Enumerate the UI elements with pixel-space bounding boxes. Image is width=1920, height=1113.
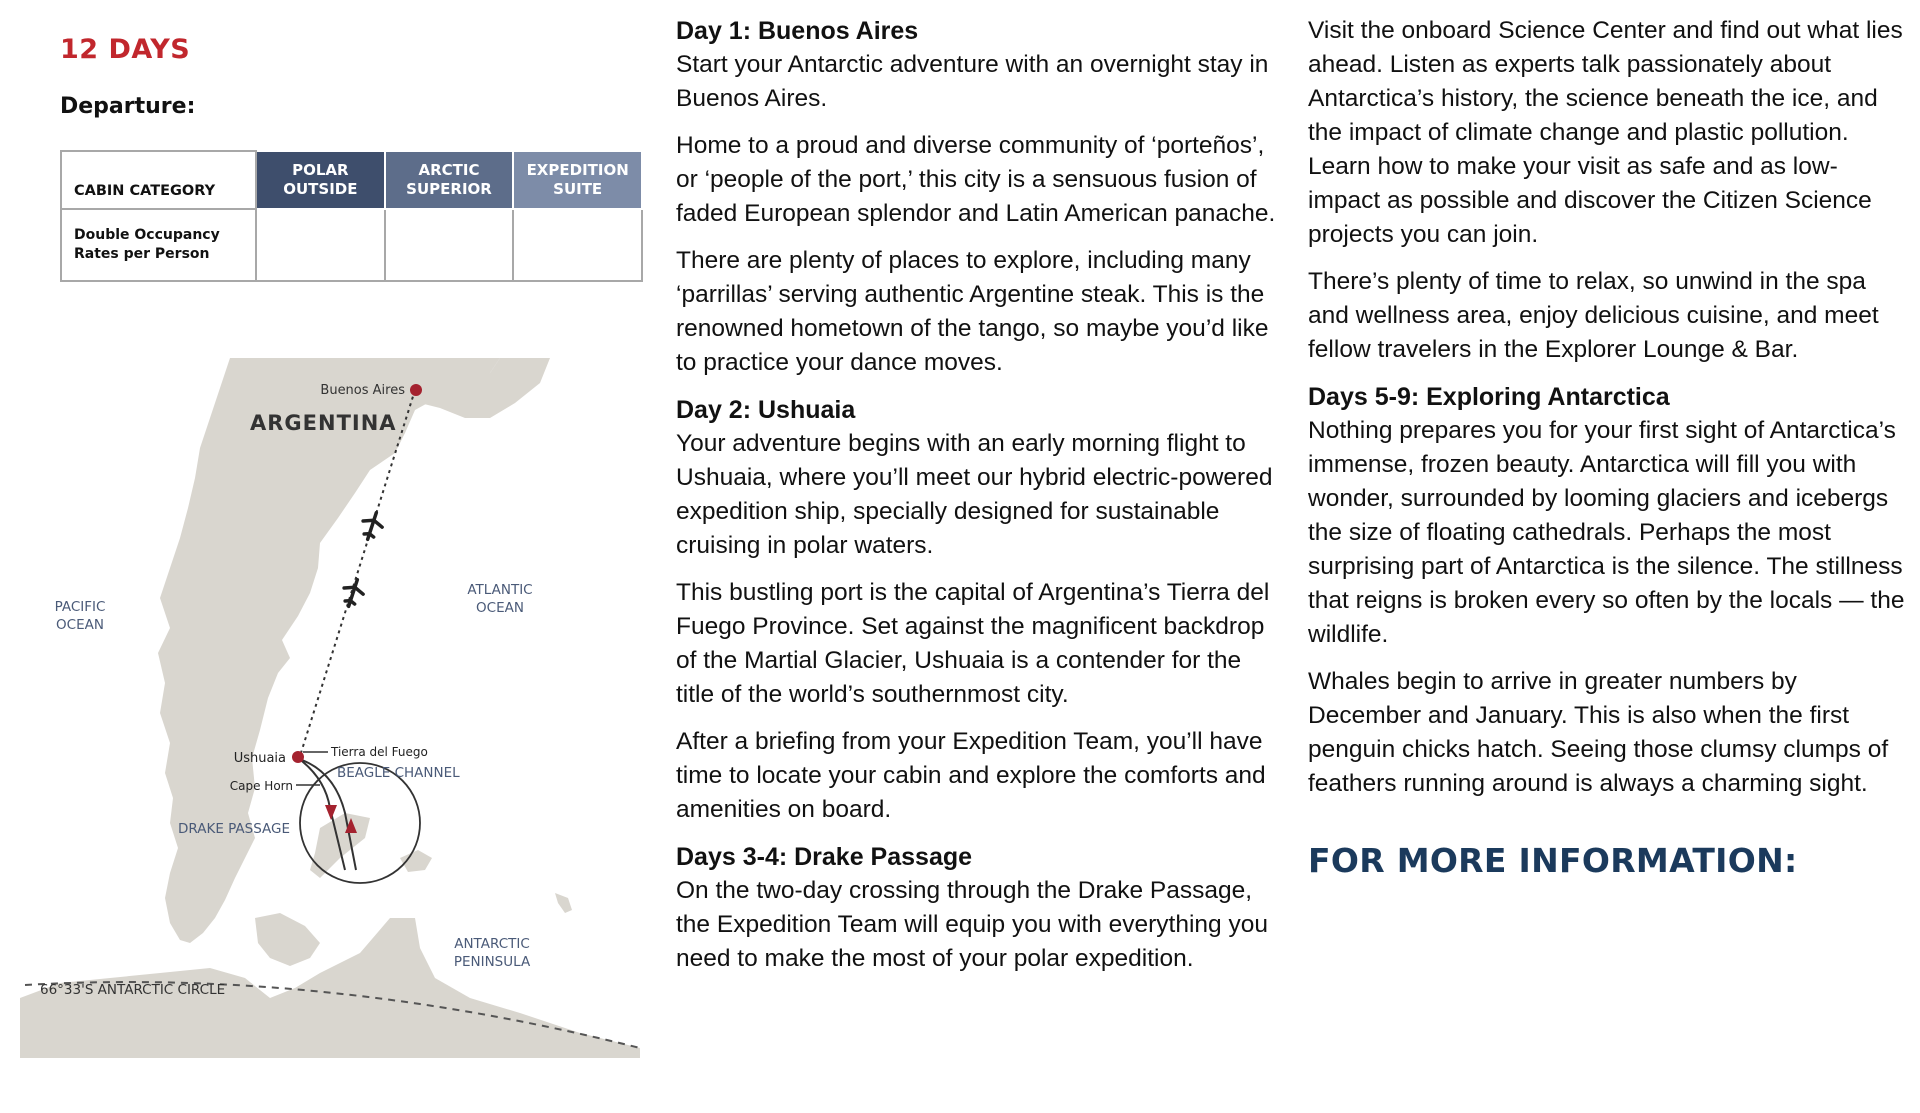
- day2-paragraph: Your adventure begins with an early morning flight to Ushuaia, where you’ll meet our hybrid electric-powered expedition ship, specially designed for sustainable cruising in polar waters.: [676, 430, 1273, 559]
- more-information-heading: FOR MORE INFORMATION:: [1308, 841, 1798, 880]
- rates-header-row: [61, 151, 642, 209]
- atlantic-label-line1: ATLANTIC: [467, 582, 533, 598]
- itinerary-column-right: [1308, 14, 1908, 880]
- atlantic-label-line2: OCEAN: [476, 600, 524, 616]
- days59-paragraph: Nothing prepares you for your first sight of Antarctica’s immense, frozen beauty. Antarctica will fill you with wonder, surrounded by looming glaciers and icebergs the size of floating cathedrals. Perhaps the most surprising part of Antarctica is the silence. The stillness that reigns is broken every so often by the locals — the wildlife.: [1308, 417, 1905, 648]
- rate-cell-polar-outside: [256, 209, 385, 281]
- days34-paragraph: There’s plenty of time to relax, so unwind in the spa and wellness area, enjoy delicious cuisine, and meet fellow travelers in the Explorer Lounge & Bar.: [1308, 268, 1879, 363]
- beagle-channel-label: BEAGLE CHANNEL: [337, 765, 460, 781]
- antarctic-peninsula-label-line2: PENINSULA: [453, 954, 531, 970]
- trip-duration: 12 DAYS: [60, 34, 191, 65]
- days34-heading: Days 3-4: Drake Passage: [676, 843, 973, 871]
- days34-paragraph: On the two-day crossing through the Drake Passage, the Expedition Team will equip you with everything you need to make the most of your polar expedition.: [676, 877, 1268, 972]
- route-map: [20, 358, 640, 1058]
- plane-icon: [358, 510, 386, 543]
- tierra-del-fuego-label: Tierra del Fuego: [331, 745, 428, 759]
- day1-paragraph: There are plenty of places to explore, including many ‘parrillas’ serving authentic Argentine steak. This is the renowned hometown of the tango, so maybe you’d like to practice your dance moves.: [676, 247, 1269, 376]
- rate-cell-arctic-superior: [385, 209, 514, 281]
- day2-heading: Day 2: Ushuaia: [676, 396, 856, 424]
- buenos-aires-label: Buenos Aires: [320, 383, 405, 398]
- departure-label: Departure:: [60, 94, 196, 119]
- itinerary-column-left: [676, 14, 1276, 989]
- drake-passage-label: DRAKE PASSAGE: [178, 821, 291, 837]
- day1-heading: Day 1: Buenos Aires: [676, 17, 919, 45]
- rates-table: [60, 150, 643, 282]
- tierra-del-fuego-land: [255, 913, 320, 966]
- ushuaia-marker: [292, 751, 304, 763]
- pacific-label-line2: OCEAN: [56, 617, 104, 633]
- day2-paragraph: After a briefing from your Expedition Team, you’ll have time to locate your cabin and explore the comforts and amenities on board.: [676, 728, 1266, 823]
- day1-paragraph: Start your Antarctic adventure with an overnight stay in Buenos Aires.: [676, 51, 1269, 112]
- day2-paragraph: This bustling port is the capital of Argentina’s Tierra del Fuego Province. Set against the magnificent backdrop of the Martial Glacier, Ushuaia is a contender for the title of the world’s southernmost city.: [676, 579, 1270, 708]
- column-expedition-suite: EXPEDITION SUITE: [513, 151, 642, 209]
- falkland-islands: [400, 850, 432, 872]
- argentina-label: ARGENTINA: [250, 411, 397, 435]
- rate-cell-expedition-suite: [513, 209, 642, 281]
- double-occupancy-label: Double Occupancy Rates per Person: [61, 209, 256, 281]
- plane-icon-second: [339, 577, 367, 610]
- cabin-category-label: CABIN CATEGORY: [61, 151, 256, 209]
- rates-row-double: [61, 209, 642, 281]
- days59-heading: Days 5-9: Exploring Antarctica: [1308, 383, 1670, 411]
- antarctic-circle-label: 66°33'S ANTARCTIC CIRCLE: [40, 982, 226, 998]
- cape-horn-label: Cape Horn: [229, 779, 293, 793]
- days59-paragraph: Whales begin to arrive in greater numbers by December and January. This is also when the first penguin chicks hatch. Seeing those clumsy clumps of feathers running around is always a charming sight.: [1308, 668, 1889, 797]
- ushuaia-label: Ushuaia: [233, 751, 286, 766]
- column-polar-outside: POLAR OUTSIDE: [256, 151, 385, 209]
- column-arctic-superior: ARCTIC SUPERIOR: [385, 151, 514, 209]
- direction-arrow-south: [325, 805, 337, 820]
- antarctic-peninsula-label-line1: ANTARCTIC: [454, 936, 530, 952]
- pacific-label-line1: PACIFIC: [54, 599, 106, 615]
- south-georgia-island: [555, 893, 572, 913]
- day1-paragraph: Home to a proud and diverse community of ‘porteños’, or ‘people of the port,’ this city is a sensuous fusion of faded European splendor and Latin American panache.: [676, 132, 1276, 227]
- buenos-aires-marker: [410, 384, 422, 396]
- days34-paragraph: Visit the onboard Science Center and find out what lies ahead. Listen as experts talk passionately about Antarctica’s history, the science beneath the ice, and the impact of climate change and plastic pollution. Learn how to make your visit as safe and as low-impact as possible and discover the Citizen Science projects you can join.: [1308, 17, 1903, 248]
